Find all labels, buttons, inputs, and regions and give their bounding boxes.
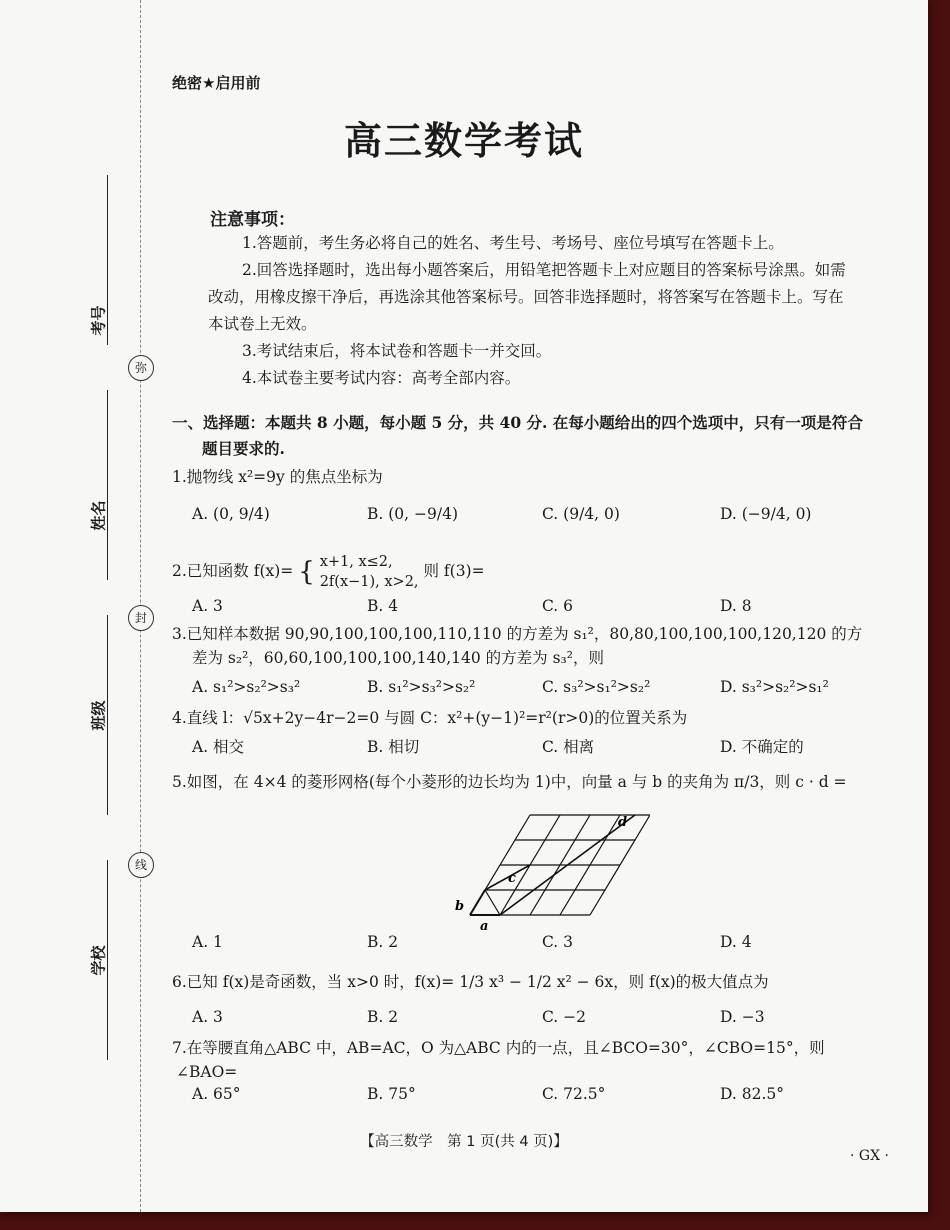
case-2: 2f(x−1), x>2, [319, 574, 419, 590]
option-d: D. 8 [720, 597, 752, 615]
question-7-stem [172, 1036, 892, 1084]
vector-b [470, 890, 485, 915]
option-d: D. −3 [720, 1008, 765, 1026]
section-heading-line1: 一、选择题：本题共 8 小题，每小题 5 分，共 40 分. 在每小题给出的四个选项中，只有一项是符合 [172, 413, 863, 432]
blank-line-name [107, 390, 108, 580]
confidential-mark: 绝密★启用前 [172, 74, 261, 92]
seal-xian: 线 [128, 852, 154, 878]
option-b: B. 4 [367, 597, 399, 615]
question-3-line1: 3.已知样本数据 90,90,100,100,100,110,110 的方差为 s₁²，80,80,100,100,100,120,120 的方 [172, 625, 863, 643]
option-b: B. 相切 [367, 738, 420, 756]
label-class: 班级 [89, 700, 108, 731]
label-b: b [455, 899, 465, 914]
page-footer: 【高三数学 第 1 页(共 4 页)】 [360, 1134, 568, 1150]
question-2-stem [172, 552, 892, 592]
option-d: D. (−9/4, 0) [720, 505, 812, 523]
question-5-stem: 5.如图，在 4×4 的菱形网格(每个小菱形的边长均为 1)中，向量 a 与 b 的夹角为 π/3，则 c · d = [172, 773, 847, 791]
option-d: D. 82.5° [720, 1085, 784, 1103]
option-b: B. 2 [367, 933, 399, 951]
option-a: A. 3 [192, 597, 223, 615]
label-c: c [508, 871, 516, 886]
label-exam-number: 考号 [89, 305, 108, 336]
option-b: B. 2 [367, 1008, 399, 1026]
question-1-stem: 1.抛物线 x²=9y 的焦点坐标为 [172, 468, 383, 486]
option-a: A. 相交 [192, 738, 245, 756]
case-1: x+1, x≤2, [319, 554, 393, 570]
piecewise-cases [320, 552, 419, 592]
question-7-line2: ∠BAO= [176, 1063, 238, 1081]
question-3-line2: 差为 s₂²，60,60,100,100,100,140,140 的方差为 s₃²，则 [192, 649, 604, 667]
question-2-prefix: 2.已知函数 f(x)= [172, 562, 294, 580]
notice-list [208, 230, 858, 392]
question-6-stem: 6.已知 f(x)是奇函数，当 x>0 时，f(x)= 1/3 x³ − 1/2 x² − 6x，则 f(x)的极大值点为 [172, 973, 769, 991]
option-a: A. s₁²>s₂²>s₃² [192, 678, 301, 696]
option-c: C. 6 [542, 597, 574, 615]
label-d: d [618, 815, 628, 830]
option-c: C. (9/4, 0) [542, 505, 620, 523]
option-a: A. 1 [192, 933, 223, 951]
notice-item: 4.本试卷主要考试内容：高考全部内容。 [242, 369, 521, 387]
option-c: C. 相离 [542, 738, 595, 756]
option-a: A. 65° [192, 1085, 241, 1103]
label-school: 学校 [89, 945, 108, 976]
notice-heading: 注意事项： [210, 210, 295, 230]
notice-item: 2.回答选择题时，选出每小题答案后，用铅笔把答题卡上对应题目的答案标号涂黑。如需改动，用橡皮擦干净后，再选涂其他答案标号。回答非选择题时，将答案写在答题卡上。写在本试卷上无效。 [208, 261, 846, 333]
notice-item: 1.答题前，考生务必将自己的姓名、考生号、考场号、座位号填写在答题卡上。 [242, 234, 784, 252]
option-b: B. (0, −9/4) [367, 505, 458, 523]
section-heading-line2: 题目要求的. [202, 439, 285, 458]
rhombus-grid-figure [430, 800, 650, 935]
option-c: C. −2 [542, 1008, 587, 1026]
option-c: C. 72.5° [542, 1085, 606, 1103]
option-d: D. 不确定的 [720, 738, 804, 756]
question-7-line1: 7.在等腰直角△ABC 中，AB=AC，O 为△ABC 内的一点，且∠BCO=30°，∠CBO=15°，则 [172, 1039, 825, 1057]
label-name: 姓名 [89, 500, 108, 531]
seal-mi: 弥 [128, 355, 154, 381]
option-a: A. (0, 9/4) [192, 505, 270, 523]
option-c: C. 3 [542, 933, 574, 951]
question-4-stem: 4.直线 l：√5x+2y−4r−2=0 与圆 C：x²+(y−1)²=r²(r>0)的位置关系为 [172, 709, 688, 727]
brace-glyph: { [298, 557, 315, 587]
option-b: B. 75° [367, 1085, 416, 1103]
option-d: D. s₃²>s₂²>s₁² [720, 678, 829, 696]
aux-line [485, 890, 500, 915]
option-c: C. s₃²>s₁²>s₂² [542, 678, 651, 696]
exam-title: 高三数学考试 [343, 119, 584, 163]
question-3-stem [172, 622, 892, 670]
grid-lines [470, 815, 650, 915]
label-a: a [480, 919, 489, 934]
option-d: D. 4 [720, 933, 752, 951]
question-2-suffix: 则 f(3)= [423, 562, 485, 580]
option-a: A. 3 [192, 1008, 223, 1026]
seal-feng: 封 [128, 605, 154, 631]
option-b: B. s₁²>s₃²>s₂² [367, 678, 476, 696]
notice-item: 3.考试结束后，将本试卷和答题卡一并交回。 [242, 342, 552, 360]
section-heading [172, 410, 892, 462]
paper-code: · GX · [850, 1148, 889, 1164]
